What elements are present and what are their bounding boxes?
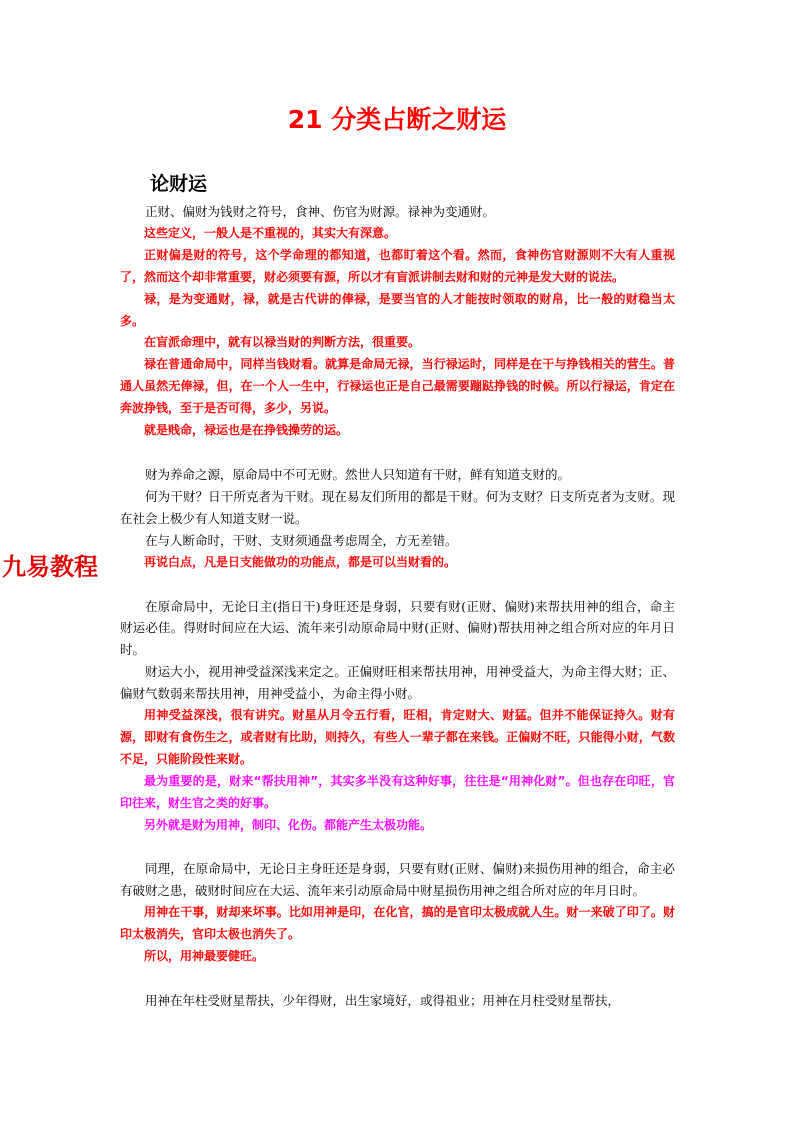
paragraph: 这些定义，一般人是不重视的，其实大有深意。 <box>144 225 397 240</box>
paragraph: 财为养命之源，原命局中不可无财。然世人只知道有干财，鲜有知道支财的。 <box>145 466 571 482</box>
paragraph: 正财偏是财的符号，这个学命理的都知道，也都盯着这个看。然而，食神伤官财源则不大有人重视了，然而这个却非常重要，财必须要有源，所以才有盲派讲制去财和财的元神是发大财的说法。 <box>120 247 675 284</box>
document-body <box>120 201 675 1012</box>
paragraph: 财运大小，视用神受益深浅来定之。正偏财旺相来帮扶用神，用神受益大，为命主得大财；正、偏财气数弱来帮扶用神，用神受益小，为命主得小财。 <box>120 664 675 702</box>
paragraph: 在原命局中，无论日主(指日干)身旺还是身弱，只要有财(正财、偏财)来帮扶用神的组合，命主财运必佳。得财时间应在大运、流年来引动原命局中财(正财、偏财)帮扶用神之组合所对应的年月日时。 <box>120 598 675 658</box>
paragraph: 另外就是财为用神，制印、化伤。都能产生太极功能。 <box>144 817 433 832</box>
paragraph: 就是贱命，禄运也是在挣钱操劳的运。 <box>144 423 349 438</box>
watermark-label: 九易教程 <box>2 553 98 581</box>
paragraph: 禄在普通命局中，同样当钱财看。就算是命局无禄，当行禄运时，同样是在干与挣钱相关的营生。普通人虽然无俸禄，但，在一个人一生中，行禄运也正是自己最需要蹦跶挣钱的时候。所以行禄运，肯定在奔波挣钱，至于是否可得，多少，另说。 <box>120 357 675 416</box>
page-title: 21 分类占断之财运 <box>287 105 507 134</box>
paragraph: 同理，在原命局中，无论日主身旺还是身弱，只要有财(正财、偏财)来损伤用神的组合，命主必有破财之患，破财时间应在大运、流年来引动原命局中财星损伤用神之组合所对应的年月日时。 <box>120 861 675 899</box>
paragraph: 在盲派命理中，就有以禄当财的判断方法，很重要。 <box>144 335 421 350</box>
paragraph: 再说白点，凡是日支能做功的功能点，都是可以当财看的。 <box>144 554 457 569</box>
paragraph: 在与人断命时，干财、支财须通盘考虑周全，方无差错。 <box>145 532 458 548</box>
paragraph: 用神在年柱受财星帮扶，少年得财，出生家境好，或得祖业；用神在月柱受财星帮扶， <box>145 993 621 1008</box>
paragraph-gap <box>120 442 675 464</box>
paragraph: 用神在干事，财却来坏事。比如用神是印，在化官，搞的是官印太极成就人生。财一来破了印了。财印太极消失，官印太极也消失了。 <box>120 905 675 942</box>
paragraph: 所以，用神最要健旺。 <box>144 949 265 964</box>
section-heading: 论财运 <box>150 173 208 195</box>
paragraph: 禄，是为变通财，禄，就是古代讲的俸禄，是要当官的人才能按时领取的财帛，比一般的财稳当太多。 <box>120 291 675 328</box>
paragraph: 用神受益深浅，很有讲究。财星从月令五行看，旺相，肯定财大、财猛。但并不能保证持久。财有源，即财有食伤生之，或者财有比助，则持久，有些人一辈子都在来钱。正偏财不旺，只能得小财，气数不足，只能阶段性来财。 <box>120 708 675 766</box>
paragraph: 最为重要的是，财来“帮扶用神”，其实多半没有这种好事，往往是“用神化财”。但也存在印旺，官印往来，财生官之类的好事。 <box>120 773 675 810</box>
paragraph: 正财、偏财为钱财之符号，食神、伤官为财源。禄神为变通财。 <box>145 204 496 219</box>
paragraph-gap <box>120 574 675 596</box>
paragraph: 何为干财？日干所克者为干财。现在易友们所用的都是干财。何为支财？日支所克者为支财。现在社会上极少有人知道支财一说。 <box>120 488 675 526</box>
paragraph-gap <box>120 836 675 858</box>
paragraph-gap <box>120 968 675 990</box>
